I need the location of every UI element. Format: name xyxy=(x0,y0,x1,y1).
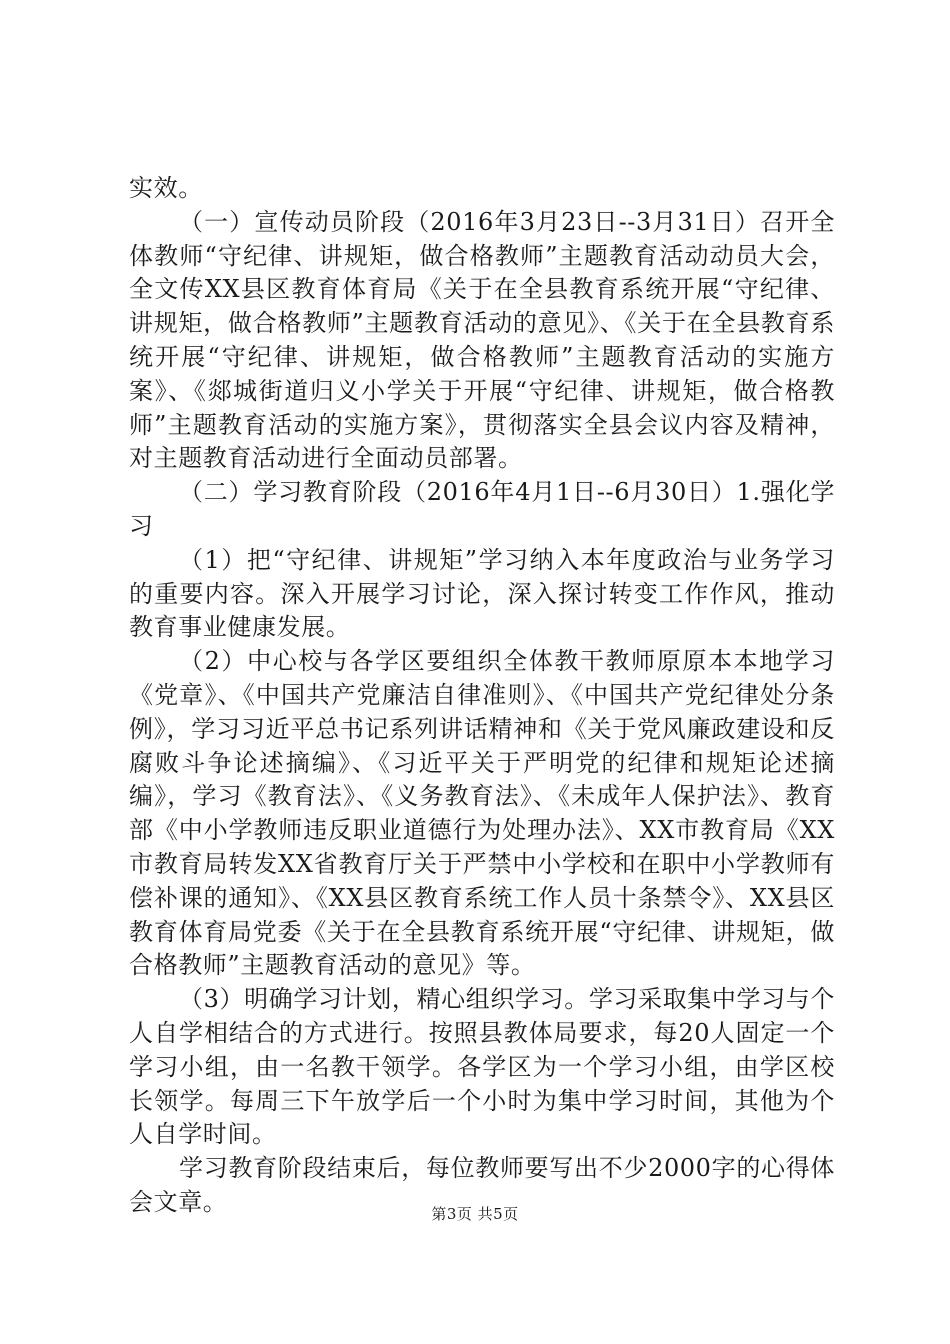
paragraph-item-1: （1）把“守纪律、讲规矩”学习纳入本年度政治与业务学习的重要内容。深入开展学习讨论，深入探讨转变工作作风，推动教育事业健康发展。 xyxy=(129,545,835,642)
paragraph-item-3: （3）明确学习计划，精心组织学习。学习采取集中学习与个人自学相结合的方式进行。按照县教体局要求，每20人固定一个学习小组，由一名教干领学。各学区为一个学习小组，由学区校长领学。每周三下午放学后一个小时为集中学习时间，其他为个人自学时间。 xyxy=(129,985,835,1149)
paragraph-conclusion: 学习教育阶段结束后，每位教师要写出不少2000字的心得体会文章。 xyxy=(129,1154,835,1216)
page-footer: 第3页 共5页 xyxy=(431,1205,519,1223)
paragraph-continuation: 实效。 xyxy=(129,174,203,202)
paragraph-item-2: （2）中心校与各学区要组织全体教干教师原原本本地学习《党章》、《中国共产党廉洁自律准则》、《中国共产党纪律处分条例》，学习习近平总书记系列讲话精神和《关于党风廉政建设和反腐败斗争论述摘编》、《习近平关于严明党的纪律和规矩论述摘编》，学习《教育法》、《义务教育法》、《未成年人保护法》、教育部《中小学教师违反职业道德行为处理办法》、XX市教育局《XX市教育局转发XX省教育厅关于严禁中小学校和在职中小学教师有偿补课的通知》、《XX县区教育系统工作人员十条禁令》、XX县区教育体育局党委《关于在全县教育系统开展“守纪律、讲规矩，做合格教师”主题教育活动的意见》等。 xyxy=(129,647,835,980)
paragraph-stage-two-heading: （二）学习教育阶段（2016年4月1日--6月30日）1.强化学习 xyxy=(129,478,835,540)
document-body xyxy=(129,172,835,1220)
paragraph-stage-one: （一）宣传动员阶段（2016年3月23日--3月31日）召开全体教师“守纪律、讲规矩，做合格教师”主题教育活动动员大会，全文传XX县区教育体育局《关于在全县教育系统开展“守纪律、讲规矩，做合格教师”主题教育活动的意见》、《关于在全县教育系统开展“守纪律、讲规矩，做合格教师”主题教育活动的实施方案》、《郯城街道归义小学关于开展“守纪律、讲规矩，做合格教师”主题教育活动的实施方案》，贯彻落实全县会议内容及精神，对主题教育活动进行全面动员部署。 xyxy=(129,207,835,473)
